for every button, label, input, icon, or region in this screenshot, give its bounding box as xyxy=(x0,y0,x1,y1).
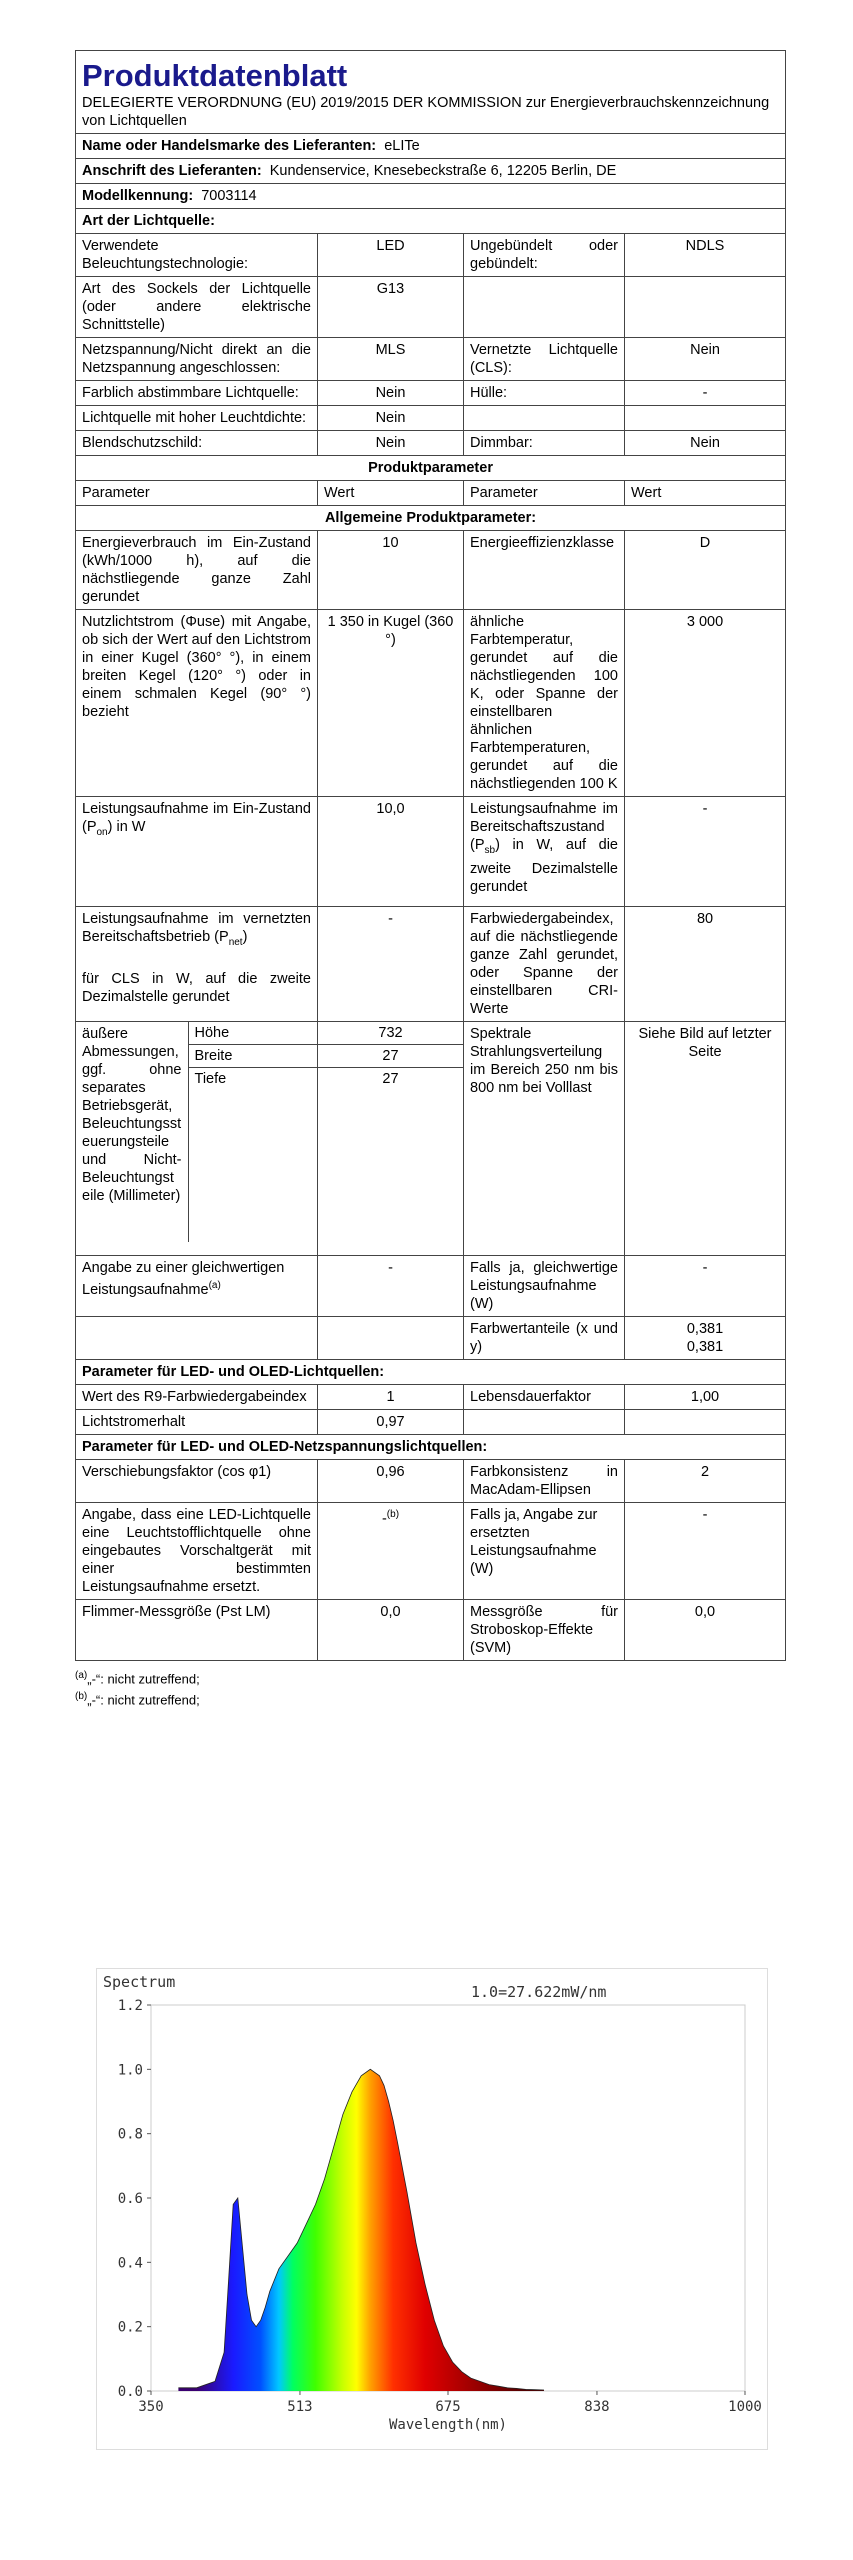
depth-label: Tiefe xyxy=(194,1071,227,1087)
datasheet xyxy=(75,50,785,1710)
psb-label xyxy=(464,797,625,907)
chrom-value xyxy=(625,1317,786,1360)
equiv-label xyxy=(76,1256,318,1317)
tech-value: LED xyxy=(318,234,464,277)
replace-value xyxy=(318,1503,464,1600)
x-tick-label: 838 xyxy=(584,2399,610,2415)
equivyes-value: - xyxy=(625,1256,786,1317)
supplier-name-row xyxy=(76,134,786,159)
y-tick-label: 0.0 xyxy=(117,2384,143,2400)
pon-value: 10,0 xyxy=(318,797,464,907)
replace-value-text: - xyxy=(381,1510,387,1527)
pnet-label-c: für CLS in W, auf die zweite Dezimalstelle gerundet xyxy=(82,970,311,1005)
replace-sup: (b) xyxy=(386,1509,400,1520)
energy-value: 10 xyxy=(318,531,464,610)
equiv-label-text: Angabe zu einer gleichwertigen Leistungsaufnahme xyxy=(82,1260,285,1298)
pon-label-a: Leistungsaufnahme im Ein-Zustand (P xyxy=(82,801,311,835)
supplier-name-label: Name oder Handelsmarke des Lieferanten: xyxy=(82,138,377,154)
replyes-label: Falls ja, Angabe zur ersetzten Leistungsaufnahme (W) xyxy=(464,1503,625,1600)
life-label: Lebensdauerfaktor xyxy=(464,1385,625,1410)
model-label: Modellkennung: xyxy=(82,188,194,204)
cct-value: 3 000 xyxy=(625,610,786,797)
flicker-label: Flimmer-Messgröße (Pst LM) xyxy=(76,1600,318,1661)
footnote-a xyxy=(75,1667,785,1688)
energy-label: Energieverbrauch im Ein-Zustand (kWh/1000 h), auf die nächstliegende ganze Zahl gerundet xyxy=(76,531,318,610)
footnote-a-text: „-“: nicht zutreffend; xyxy=(87,1671,200,1687)
cct-label: ähnliche Farbtemperatur, gerundet auf die nächstliegenden 100 K, oder Spanne der einstellbaren ähnlichen Farbtemperaturen, gerundet auf die nächstliegenden 100 K xyxy=(464,610,625,797)
empty-cell xyxy=(625,1410,786,1435)
params-section: Produktparameter xyxy=(76,456,786,481)
col-header-param: Parameter xyxy=(464,481,625,506)
empty-cell xyxy=(464,406,625,431)
glare-label: Blendschutzschild: xyxy=(76,431,318,456)
x-tick-label: 513 xyxy=(287,2399,313,2415)
y-tick-label: 1.0 xyxy=(117,2062,143,2079)
psb-label-a: Leistungsaufnahme im Bereitschaftszustand (P xyxy=(470,801,618,853)
life-value: 1,00 xyxy=(625,1385,786,1410)
width-value: 27 xyxy=(318,1045,463,1068)
empty-cell xyxy=(625,406,786,431)
cap-value: G13 xyxy=(318,277,464,338)
footnote-b-mark: (b) xyxy=(75,1691,88,1703)
width-label: Breite xyxy=(188,1045,317,1068)
maint-label: Lichtstromerhalt xyxy=(76,1410,318,1435)
r9-value: 1 xyxy=(318,1385,464,1410)
pnet-label-b: ) xyxy=(242,929,248,945)
pnet-sub: net xyxy=(228,936,243,948)
regulation-text: DELEGIERTE VERORDNUNG (EU) 2019/2015 DER KOMMISSION zur Energieverbrauchskennzeichnung von Lichtquellen xyxy=(82,95,770,129)
dimmable-value: Nein xyxy=(625,431,786,456)
dimmable-label: Dimmbar: xyxy=(464,431,625,456)
focus-value: NDLS xyxy=(625,234,786,277)
x-axis-label: Wavelength(nm) xyxy=(388,2417,508,2433)
supplier-address-label: Anschrift des Lieferanten: xyxy=(82,163,262,179)
svm-label: Messgröße für Stroboskop-Effekte (SVM) xyxy=(464,1600,625,1661)
pon-sub: on xyxy=(96,826,108,838)
colour-value: Nein xyxy=(318,381,464,406)
dimensions-label: äußere Abmessungen, ggf. ohne separates Betriebsgerät, Beleuchtungssteuerungsteile und Nicht-Beleuchtungsteile (Millimeter) xyxy=(76,1022,188,1242)
model-value: 7003114 xyxy=(201,188,257,204)
colour-label: Farblich abstimmbare Lichtquelle: xyxy=(76,381,318,406)
model-row xyxy=(76,184,786,209)
class-value: D xyxy=(625,531,786,610)
mains-section: Parameter für LED- und OLED-Netzspannungslichtquellen: xyxy=(76,1435,786,1460)
chart-note: 1.0=27.622mW/nm xyxy=(471,1983,607,2001)
class-label: Energieeffizienzklasse xyxy=(464,531,625,610)
general-section: Allgemeine Produktparameter: xyxy=(76,506,786,531)
height-label: Höhe xyxy=(188,1022,317,1045)
mains-label: Netzspannung/Nicht direkt an die Netzspannung angeschlossen: xyxy=(76,338,318,381)
pnet-label xyxy=(76,907,318,1022)
x-tick-label: 675 xyxy=(435,2399,461,2415)
spectrum-chart xyxy=(96,1968,768,2450)
flicker-value: 0,0 xyxy=(318,1600,464,1661)
dimensions-values-table xyxy=(318,1022,463,1242)
mains-value: MLS xyxy=(318,338,464,381)
hl-label: Lichtquelle mit hoher Leuchtdichte: xyxy=(76,406,318,431)
lightsource-section: Art der Lichtquelle: xyxy=(76,209,786,234)
y-tick-label: 0.8 xyxy=(117,2126,143,2143)
pnet-value: - xyxy=(318,907,464,1022)
supplier-name-value: eLITe xyxy=(384,138,420,154)
spd-value: Siehe Bild auf letzter Seite xyxy=(625,1022,786,1256)
x-tick-label: 350 xyxy=(138,2399,164,2415)
envelope-value: - xyxy=(625,381,786,406)
empty-cell xyxy=(318,1317,464,1360)
spectrum-area xyxy=(178,2069,544,2391)
svm-value: 0,0 xyxy=(625,1600,786,1661)
equiv-value: - xyxy=(318,1256,464,1317)
footnote-a-mark: (a) xyxy=(75,1670,88,1681)
header-cell xyxy=(76,51,786,134)
dimensions-table xyxy=(76,1022,317,1242)
col-header-param: Parameter xyxy=(76,481,318,506)
envelope-label: Hülle: xyxy=(464,381,625,406)
cri-value: 80 xyxy=(625,907,786,1022)
spectrum-plot xyxy=(97,1969,767,2449)
psb-label-b: ) in W, auf die zweite Dezimalstelle gerundet xyxy=(470,837,618,895)
glare-value: Nein xyxy=(318,431,464,456)
equivyes-label: Falls ja, gleichwertige Leistungsaufnahme (W) xyxy=(464,1256,625,1317)
equiv-sup: (a) xyxy=(208,1280,221,1291)
flux-label: Nutzlichtstrom (Φuse) mit Angabe, ob sich der Wert auf den Lichtstrom in einer Kugel (360° °), in einem breiten Kegel (120° °) oder in einem schmalen Kegel (90° °) bezieht xyxy=(76,610,318,797)
hl-value: Nein xyxy=(318,406,464,431)
chrom-x: 0,381 xyxy=(686,1321,724,1337)
col-header-value: Wert xyxy=(625,481,786,506)
macadam-value: 2 xyxy=(625,1460,786,1503)
page-title: Produktdatenblatt xyxy=(82,58,348,93)
y-tick-label: 1.2 xyxy=(117,1998,143,2014)
datasheet-table xyxy=(75,50,786,1661)
pon-label xyxy=(76,797,318,907)
r9-label: Wert des R9-Farbwiedergabeindex xyxy=(76,1385,318,1410)
macadam-label: Farbkonsistenz in MacAdam-Ellipsen xyxy=(464,1460,625,1503)
footnote-b-text: „-“: nicht zutreffend; xyxy=(87,1692,200,1708)
chrom-y: 0,381 xyxy=(686,1339,724,1355)
empty-cell xyxy=(464,1410,625,1435)
replace-label: Angabe, dass eine LED-Lichtquelle eine Leuchtstofflichtquelle ohne eingebautes Vorschaltgerät mit einer bestimmten Leistungsaufnahme ersetzt. xyxy=(76,1503,318,1600)
supplier-address-row xyxy=(76,159,786,184)
cls-value: Nein xyxy=(625,338,786,381)
psb-sub: sb xyxy=(484,844,496,856)
x-tick-label: 1000 xyxy=(728,2399,762,2415)
pnet-label-a: Leistungsaufnahme im vernetzten Bereitschaftsbetrieb (P xyxy=(82,911,311,945)
empty-cell xyxy=(464,277,625,338)
y-tick-label: 0.6 xyxy=(117,2191,143,2207)
empty-cell xyxy=(625,277,786,338)
empty-cell xyxy=(76,1317,318,1360)
supplier-address-value: Kundenservice, Knesebeckstraße 6, 12205 Berlin, DE xyxy=(269,163,617,179)
dimensions-values xyxy=(318,1022,464,1256)
flux-value: 1 350 in Kugel (360 °) xyxy=(318,610,464,797)
col-header-value: Wert xyxy=(318,481,464,506)
shift-label: Verschiebungsfaktor (cos φ1) xyxy=(76,1460,318,1503)
shift-value: 0,96 xyxy=(318,1460,464,1503)
cls-label: Vernetzte Lichtquelle (CLS): xyxy=(464,338,625,381)
tech-label: Verwendete Beleuchtungstechnologie: xyxy=(76,234,318,277)
height-value: 732 xyxy=(318,1022,463,1045)
y-tick-label: 0.4 xyxy=(117,2255,143,2272)
dimensions-cell xyxy=(76,1022,318,1256)
footnotes xyxy=(75,1667,785,1710)
cri-label: Farbwiedergabeindex, auf die nächstliegende ganze Zahl gerundet, oder Spanne der einstellbaren CRI-Werte xyxy=(464,907,625,1022)
y-tick-label: 0.2 xyxy=(117,2319,143,2336)
spd-label: Spektrale Strahlungsverteilung im Bereich 250 nm bis 800 nm bei Volllast xyxy=(464,1022,625,1256)
chrom-label: Farbwertanteile (x und y) xyxy=(464,1317,625,1360)
chart-title: Spectrum xyxy=(103,1973,176,1991)
footnote-b xyxy=(75,1688,785,1709)
led-section: Parameter für LED- und OLED-Lichtquellen: xyxy=(76,1360,786,1385)
cap-label: Art des Sockels der Lichtquelle (oder andere elektrische Schnittstelle) xyxy=(76,277,318,338)
maint-value: 0,97 xyxy=(318,1410,464,1435)
psb-value: - xyxy=(625,797,786,907)
replyes-value: - xyxy=(625,1503,786,1600)
pon-label-b: ) in W xyxy=(107,819,146,835)
focus-label: Ungebündelt oder gebündelt: xyxy=(464,234,625,277)
depth-value: 27 xyxy=(382,1071,399,1087)
